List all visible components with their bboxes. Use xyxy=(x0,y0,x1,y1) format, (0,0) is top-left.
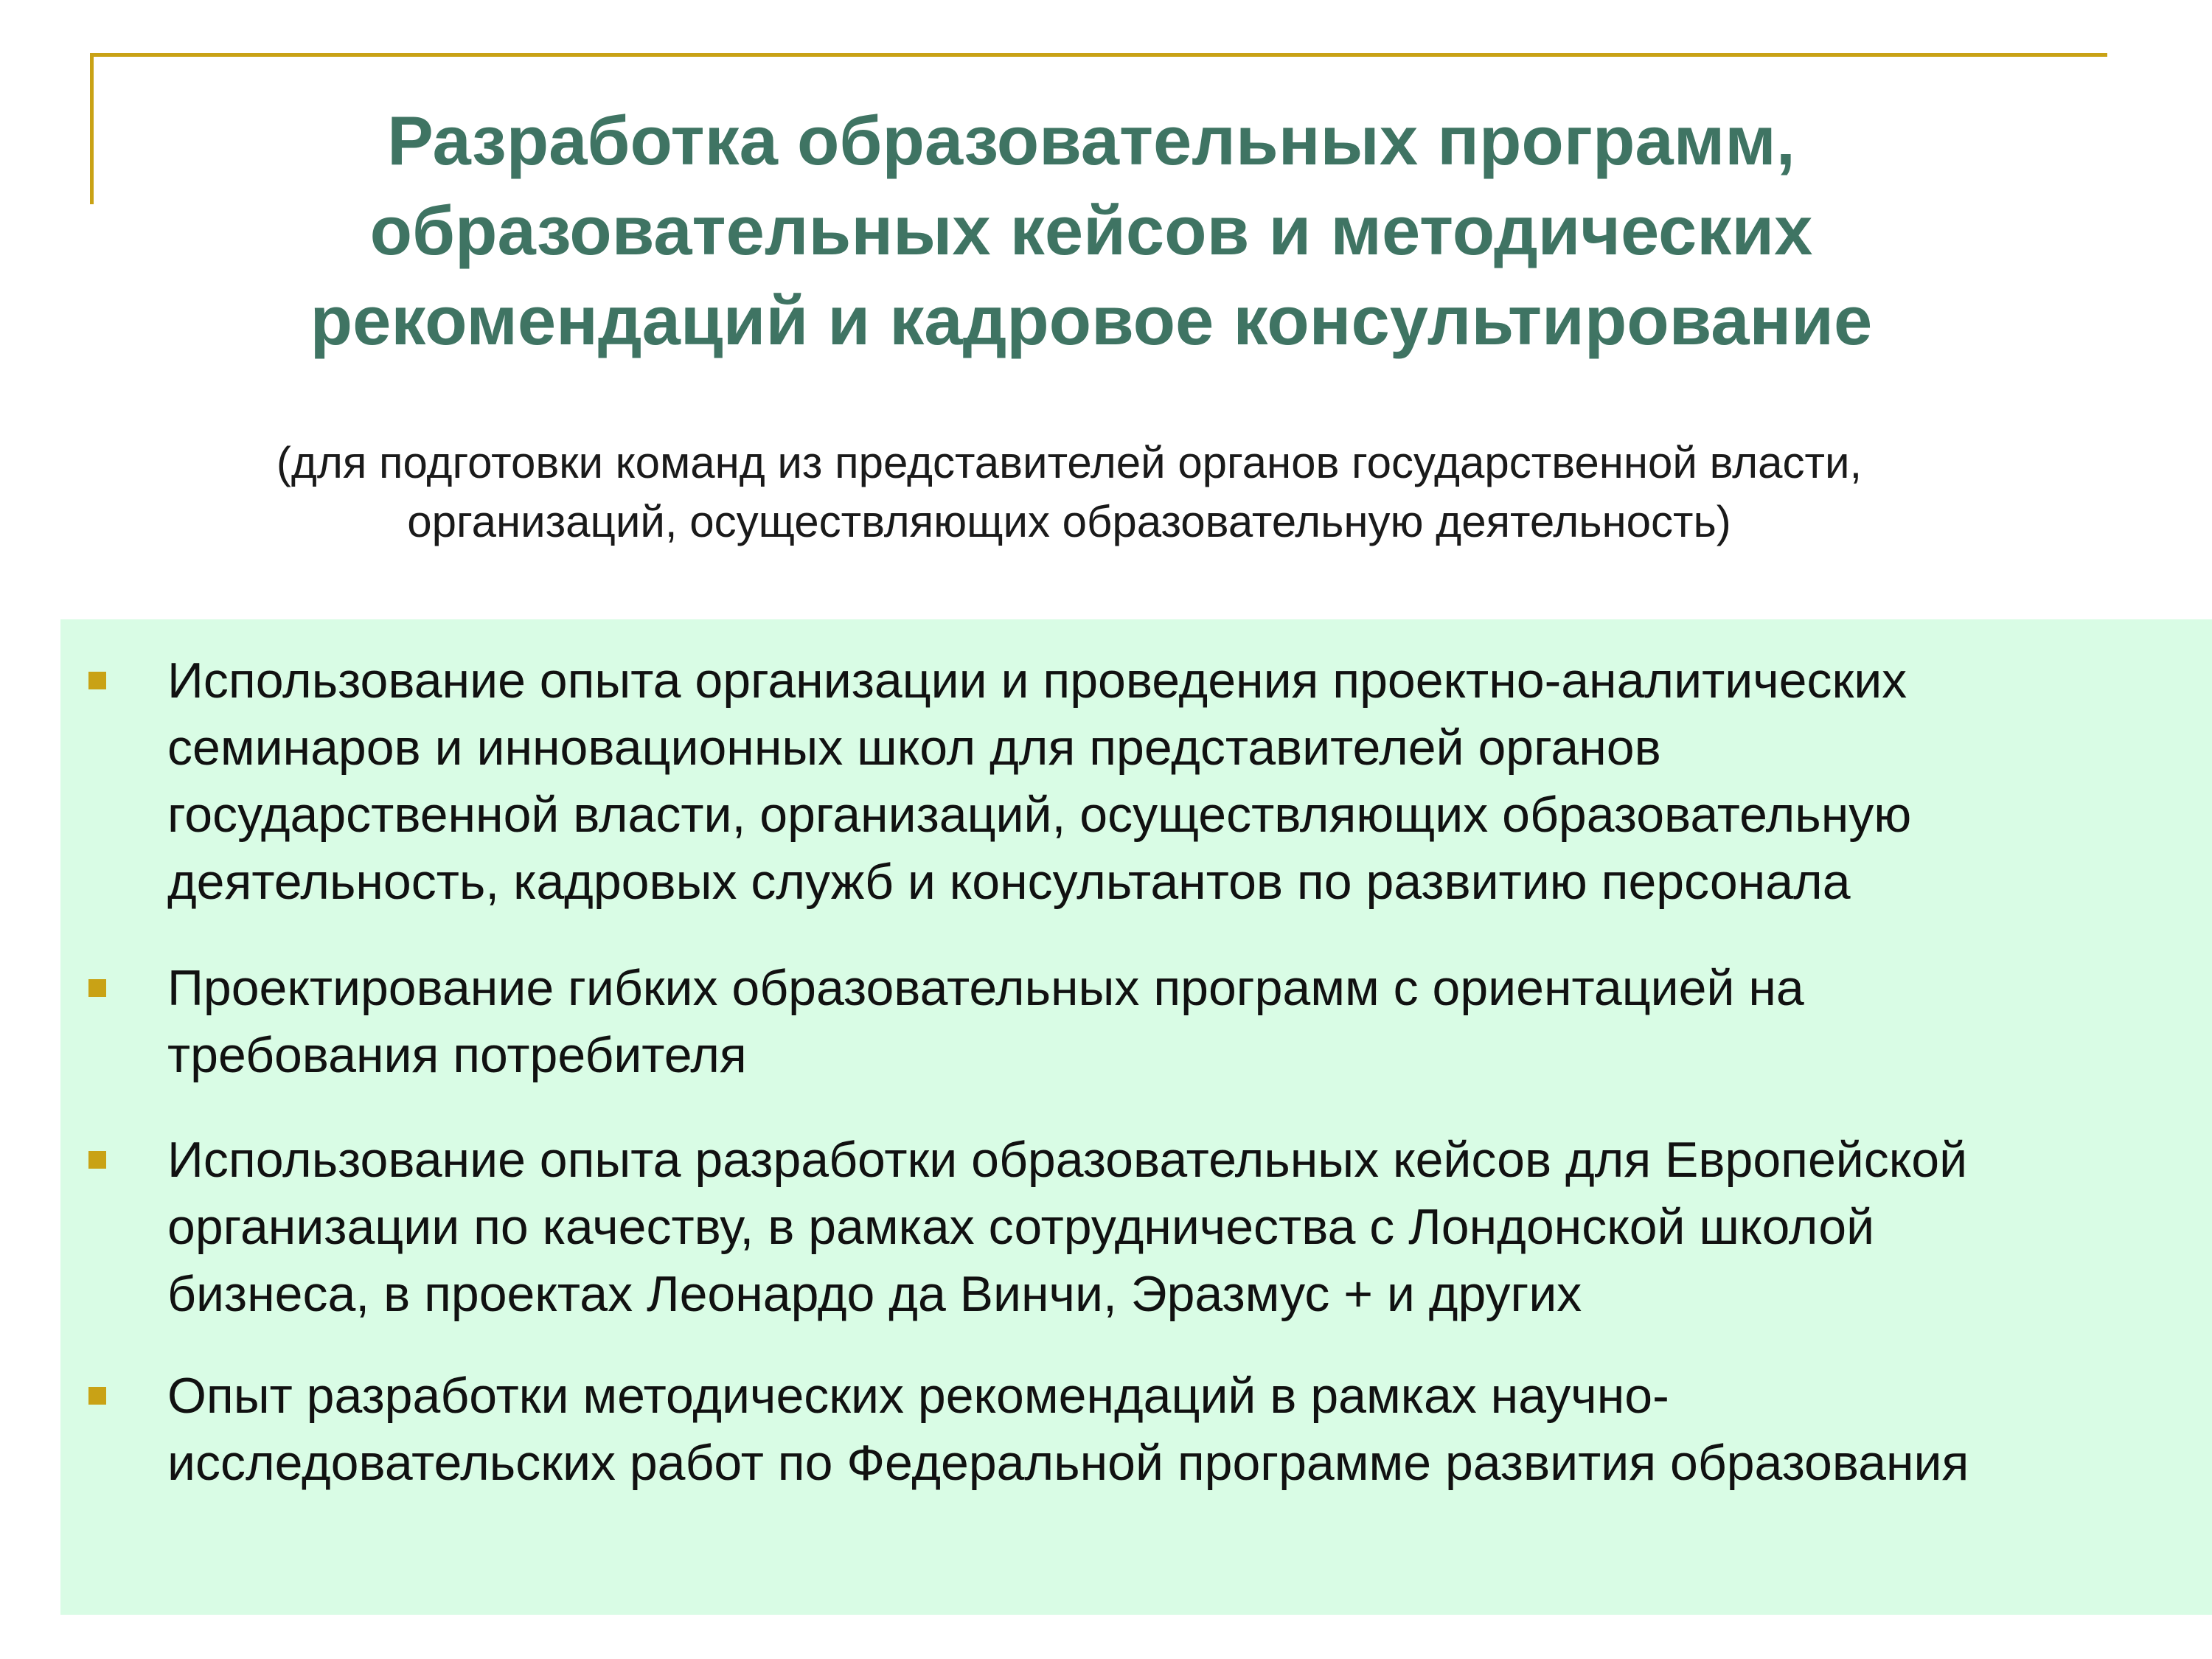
bullet-line: семинаров и инновационных школ для представителей органов xyxy=(167,720,1661,776)
subtitle-line-2: организаций, осуществляющих образовательную деятельность) xyxy=(407,497,1731,546)
decorative-top-line xyxy=(90,53,2107,57)
bullet-line: Проектирование гибких образовательных программ с ориентацией на xyxy=(167,960,1804,1016)
bullet-line: Использование опыта разработки образовательных кейсов для Европейской xyxy=(167,1132,1968,1188)
title-line-1: Разработка образовательных программ, xyxy=(387,102,1795,179)
slide-title xyxy=(133,96,2050,366)
bullet-line: бизнеса, в проектах Леонардо да Винчи, Эразмус + и других xyxy=(167,1266,1582,1322)
bullet-line: Опыт разработки методических рекомендаций в рамках научно- xyxy=(167,1368,1669,1424)
bullet-line: исследовательских работ по Федеральной программе развития образования xyxy=(167,1435,1969,1491)
title-line-2: образовательных кейсов и методических xyxy=(369,192,1813,269)
square-bullet-icon xyxy=(88,1151,106,1169)
square-bullet-icon xyxy=(88,979,106,997)
square-bullet-icon xyxy=(88,1387,106,1405)
content-panel xyxy=(60,619,2212,1615)
bullet-text xyxy=(167,955,2212,1089)
bullet-text xyxy=(167,647,2212,916)
subtitle-line-1: (для подготовки команд из представителей органов государственной власти, xyxy=(276,438,1863,487)
bullet-line: государственной власти, организаций, осуществляющих образовательную xyxy=(167,787,1912,843)
bullet-line: Использование опыта организации и проведения проектно-аналитических xyxy=(167,653,1907,709)
square-bullet-icon xyxy=(88,672,106,689)
bullet-line: требования потребителя xyxy=(167,1027,747,1083)
bullet-text xyxy=(167,1363,2212,1497)
bullet-line: организации по качеству, в рамках сотрудничества с Лондонской школой xyxy=(167,1199,1875,1255)
decorative-left-line xyxy=(90,53,94,204)
bullet-line: деятельность, кадровых служб и консультантов по развитию персонала xyxy=(167,854,1851,910)
slide-subtitle xyxy=(111,434,2028,552)
bullet-text xyxy=(167,1127,2212,1328)
title-line-3: рекомендаций и кадровое консультирование xyxy=(310,282,1873,359)
